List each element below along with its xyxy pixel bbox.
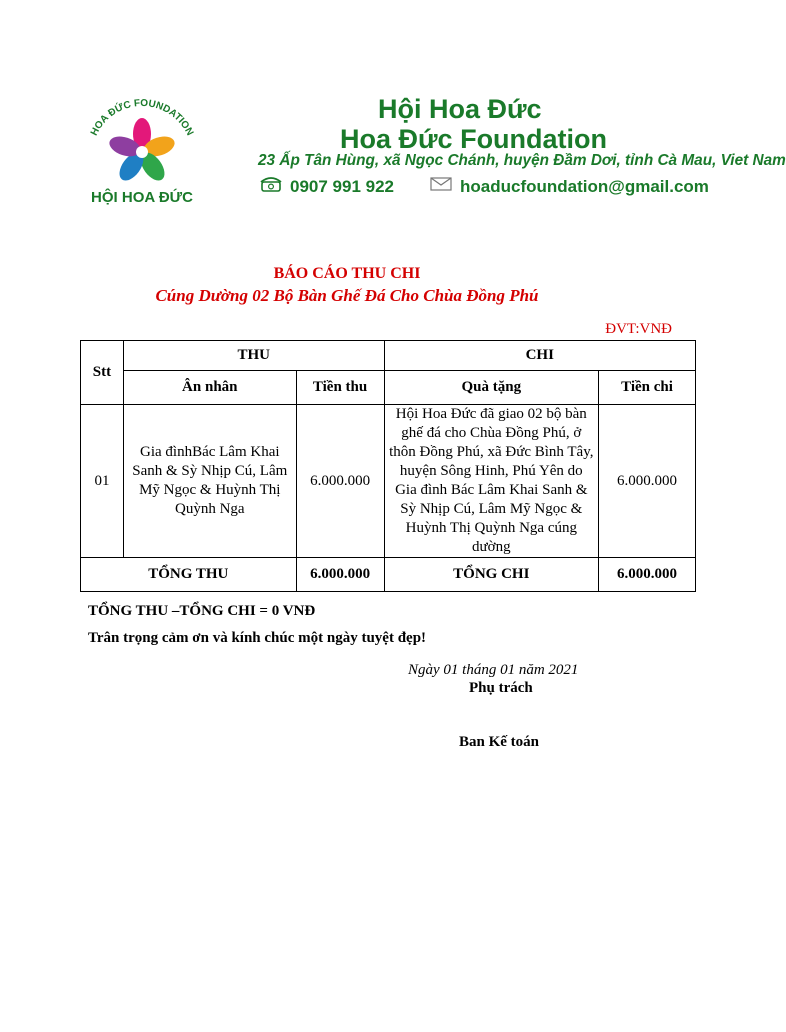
report-subtitle: Cúng Dường 02 Bộ Bàn Ghế Đá Cho Chùa Đồng Phú <box>155 286 539 305</box>
logo-top-text: HOA ĐỨC FOUNDATION <box>88 97 196 138</box>
total-thu-value: 6.000.000 <box>296 558 384 592</box>
total-thu-label: TỔNG THU <box>81 558 297 592</box>
header-an-nhan: Ân nhân <box>123 371 296 405</box>
total-chi-label: TỔNG CHI <box>384 558 599 592</box>
header-stt: Stt <box>81 341 124 405</box>
envelope-icon <box>430 176 452 197</box>
department-signature: Ban Kế toán <box>459 734 540 750</box>
currency-unit: ĐVT:VNĐ <box>605 321 672 337</box>
balance-summary: TỔNG THU –TỔNG CHI = 0 VNĐ <box>88 603 316 619</box>
responsible-label: Phụ trách <box>469 680 533 696</box>
thanks-message: Trân trọng cảm ơn và kính chúc một ngày tuyệt đẹp! <box>88 630 427 646</box>
report-title: BÁO CÁO THU CHI <box>273 265 421 282</box>
cell-an-nhan: Gia đìnhBác Lâm Khai Sanh & Sỳ Nhịp Cú, Lâm Mỹ Ngọc & Huỳnh Thị Quỳnh Nga <box>123 405 296 558</box>
header-chi: CHI <box>384 341 695 371</box>
header-qua-tang: Quà tặng <box>384 371 599 405</box>
phone-number[interactable]: 0907 991 922 <box>290 176 394 196</box>
total-row <box>81 558 696 592</box>
org-name-en: Hoa Đức Foundation <box>340 124 608 154</box>
cell-tien-chi: 6.000.000 <box>599 405 696 558</box>
flower-logo-icon <box>78 94 206 212</box>
email-address[interactable]: hoaducfoundation@gmail.com <box>460 176 709 196</box>
cell-stt: 01 <box>81 405 124 558</box>
header-tien-thu: Tiền thu <box>296 371 384 405</box>
email-row <box>430 176 709 197</box>
phone-row <box>260 176 394 197</box>
foundation-logo <box>78 94 206 212</box>
org-name-vi: Hội Hoa Đức <box>378 94 542 124</box>
report-date: Ngày 01 tháng 01 năm 2021 <box>408 662 579 678</box>
header-thu: THU <box>123 341 384 371</box>
cell-qua-tang: Hội Hoa Đức đã giao 02 bộ bàn ghế đá cho Chùa Đồng Phú, ở thôn Đồng Phú, xã Đức Bình Tây, huyện Sông Hinh, Phú Yên do Gia đình Bác Lâm Khai Sanh & Sỳ Nhịp Cú, Lâm Mỹ Ngọc & Huỳnh Thị Quỳnh Nga cúng dường <box>384 405 599 558</box>
cell-tien-thu: 6.000.000 <box>296 405 384 558</box>
total-chi-value: 6.000.000 <box>599 558 696 592</box>
letterhead <box>78 88 786 216</box>
telephone-icon <box>260 176 282 197</box>
org-address: 23 Ấp Tân Hùng, xã Ngọc Chánh, huyện Đầm Dơi, tỉnh Cà Mau, Viet Nam <box>258 152 786 169</box>
income-expense-table <box>80 340 696 592</box>
logo-bottom-text: HỘI HOA ĐỨC <box>91 189 193 206</box>
header-tien-chi: Tiền chi <box>599 371 696 405</box>
table-row <box>81 405 696 558</box>
